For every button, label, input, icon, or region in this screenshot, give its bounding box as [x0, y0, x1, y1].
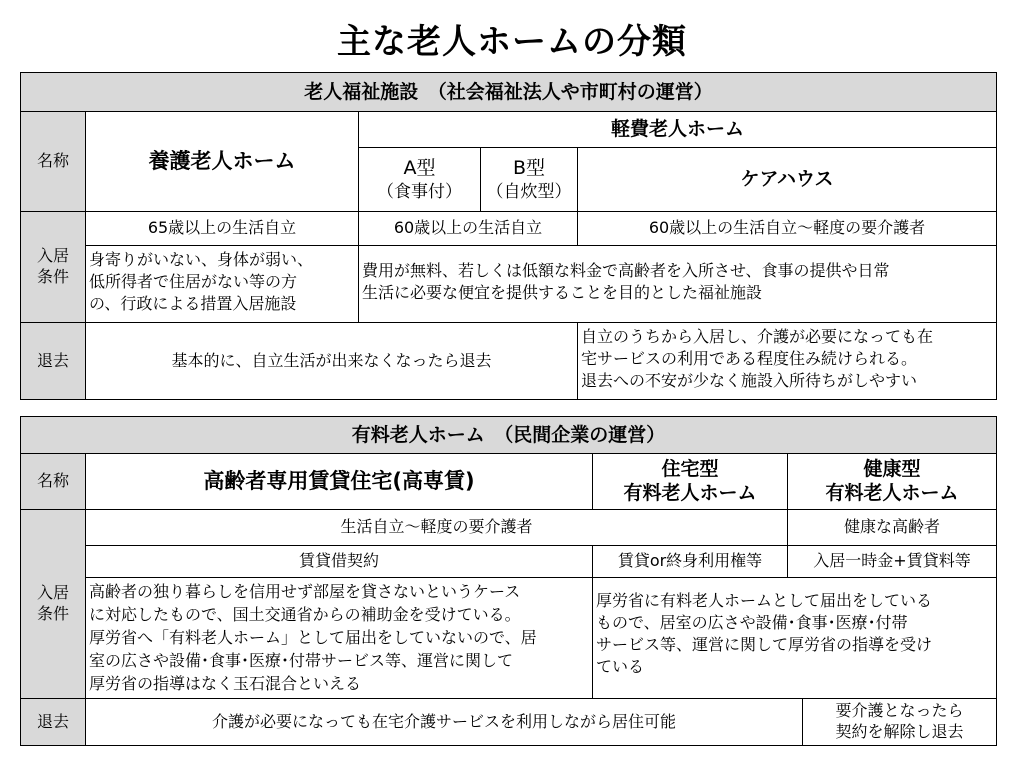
table1-name-label: 名称: [20, 111, 86, 212]
carehouse-name: ケアハウス: [577, 147, 997, 212]
table2-conditions-label: 入居 条件: [20, 509, 86, 699]
table1-exit-label: 退去: [20, 322, 86, 400]
type-a-name: A型: [403, 157, 436, 180]
yogo-home-name: 養護老人ホーム: [85, 111, 359, 212]
keihi-description: 費用が無料、若しくは低額な料金で高齢者を入所させ、食事の提供や日常 生活に必要な便宜を提供することを目的とした福祉施設: [358, 245, 997, 323]
table2-exit-common: 介護が必要になっても在宅介護サービスを利用しながら居住可能: [85, 698, 803, 746]
carehouse-age-condition: 60歳以上の生活自立～軽度の要介護者: [577, 211, 997, 246]
kosenchin-contract: 賃貸借契約: [85, 545, 593, 578]
keihi-home-name: 軽費老人ホーム: [358, 111, 997, 148]
yogo-description: 身寄りがいない、身体が弱い、 低所得者で住居がない等の方 の、行政による措置入居施設: [85, 245, 359, 323]
kenko-exit: 要介護となったら 契約を解除し退去: [802, 698, 997, 746]
table1-exit-common: 基本的に、自立生活が出来なくなったら退去: [85, 322, 578, 400]
table1-conditions-label: 入居 条件: [20, 211, 86, 323]
kosenchin-name: 高齢者専用賃貸住宅(高専賃): [85, 453, 593, 510]
table2-header: 有料老人ホーム （民間企業の運営）: [20, 416, 997, 454]
page-title: 主な老人ホームの分類: [337, 22, 687, 62]
table2-exit-label: 退去: [20, 698, 86, 746]
kenko-contract: 入居一時金+賃貸料等: [787, 545, 997, 578]
jutaku-contract: 賃貸or終身利用権等: [592, 545, 788, 578]
kenko-home-name: 健康型 有料老人ホーム: [787, 453, 997, 510]
table2-name-label: 名称: [20, 453, 86, 510]
type-a-sub: （食事付）: [377, 181, 462, 202]
yogo-age-condition: 65歳以上の生活自立: [85, 211, 359, 246]
carehouse-exit: 自立のうちから入居し、介護が必要になっても在 宅サービスの利用である程度住み続けられる。 退去への不安が少なく施設入所待ちがしやすい: [577, 322, 997, 400]
type-b-name: B型: [512, 157, 546, 180]
kosenchin-description: 高齢者の独り暮らしを信用せず部屋を貸さないというケース に対応したもので、国土交通省からの補助金を受けている。 厚労省へ「有料老人ホーム」として届出をしていないので、居 室の広さや設備･食事･医療･付帯サービス等、運営に関して 厚労省の指導はなく玉石混合といえる: [85, 577, 593, 699]
type-a-cell: [358, 147, 481, 212]
type-b-sub: （自炊型）: [486, 181, 572, 202]
kenko-condition: 健康な高齢者: [787, 509, 997, 546]
shared-condition: 生活自立～軽度の要介護者: [85, 509, 788, 546]
shared-description: 厚労省に有料老人ホームとして届出をしている もので、居室の広さや設備･食事･医療･付帯 サービス等、運営に関して厚労省の指導を受け ている: [592, 577, 997, 699]
table1-header: 老人福祉施設 （社会福祉法人や市町村の運営）: [20, 72, 997, 112]
ab-age-condition: 60歳以上の生活自立: [358, 211, 578, 246]
type-b-cell: [480, 147, 578, 212]
jutaku-home-name: 住宅型 有料老人ホーム: [592, 453, 788, 510]
